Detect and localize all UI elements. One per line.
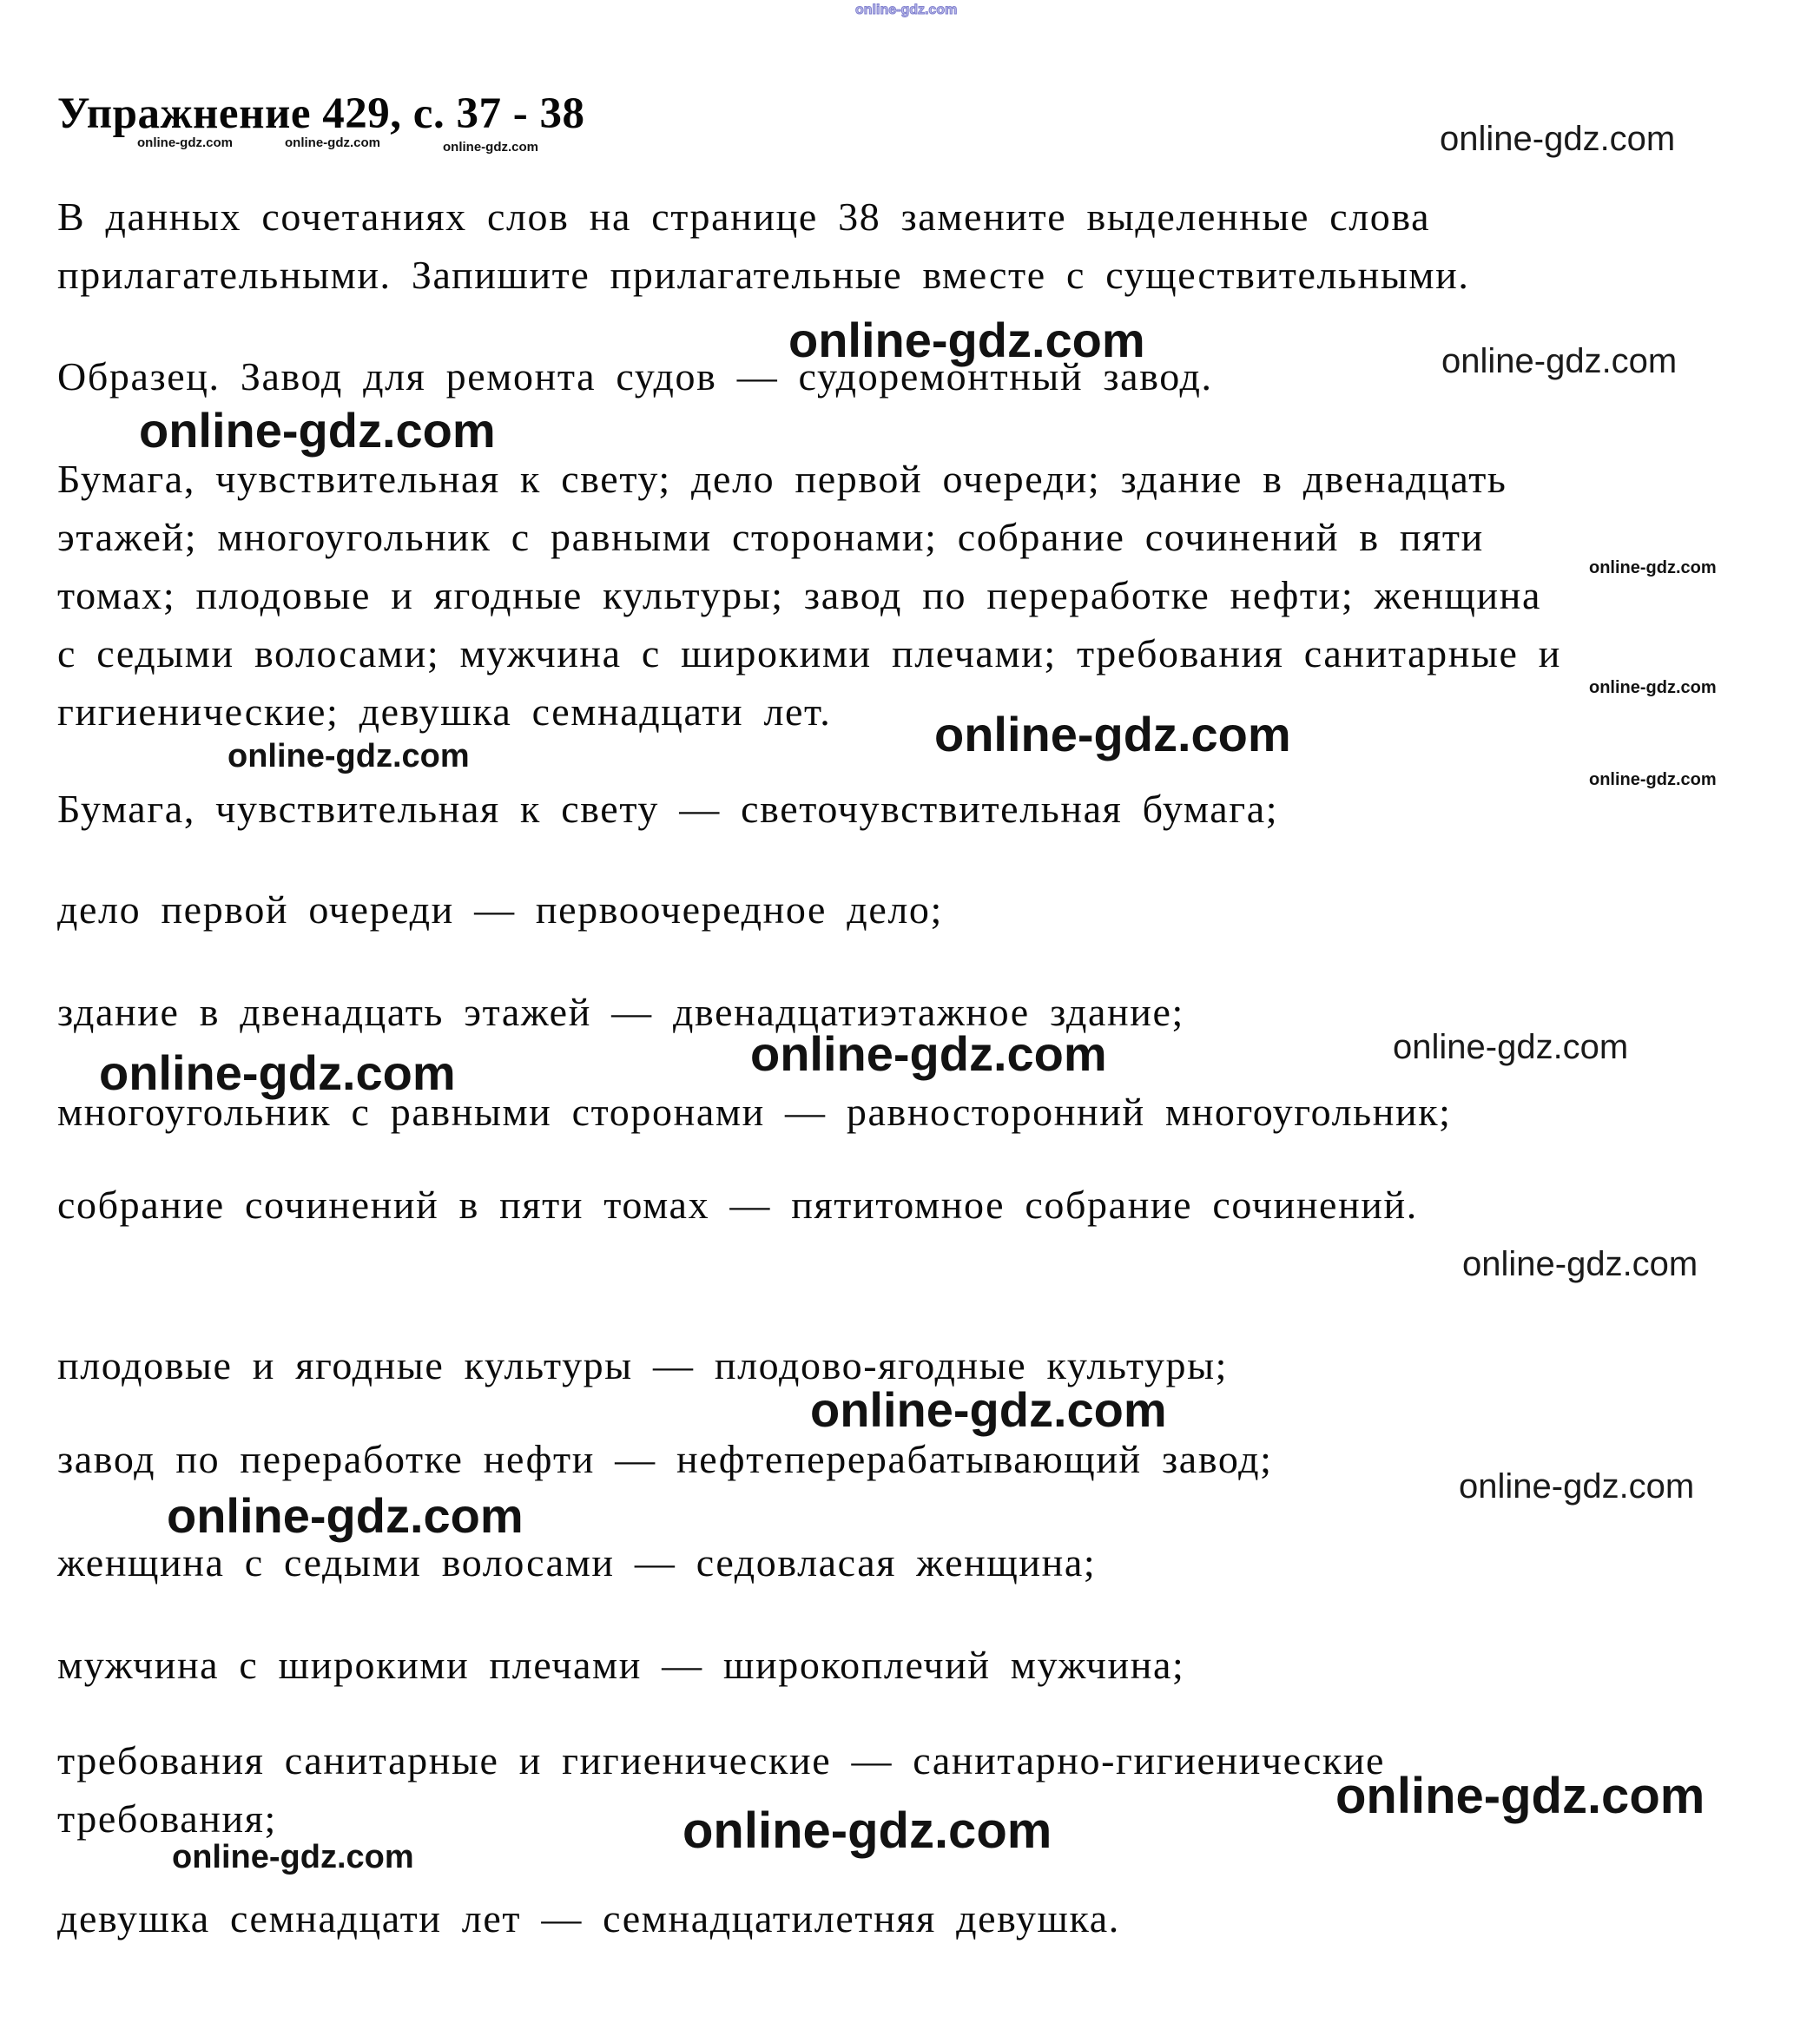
word-list-line-3: томах; плодовые и ягодные культуры; завод по переработке нефти; женщина xyxy=(57,573,1542,617)
answer-line-2: дело первой очереди — первоочередное дело; xyxy=(57,887,943,932)
task-text-line-1: В данных сочетаниях слов на странице 38 замените выделенные слова xyxy=(57,194,1431,239)
watermark-small-right-3: online-gdz.com xyxy=(1589,770,1717,789)
watermark-right-1: online-gdz.com xyxy=(1440,120,1676,158)
watermark-medium-left-1: online-gdz.com xyxy=(228,738,470,774)
watermark-small-right-1: online-gdz.com xyxy=(1589,558,1717,577)
answer-line-5: собрание сочинений в пяти томах — пятитомное собрание сочинений. xyxy=(57,1183,1418,1227)
page-title: Упражнение 429, с. 37 - 38 xyxy=(57,89,585,138)
answer-line-1: Бумага, чувствительная к свету — светочувствительная бумага; xyxy=(57,787,1279,831)
word-list-line-5: гигиенические; девушка семнадцати лет. xyxy=(57,689,832,734)
word-list-line-4: с седыми волосами; мужчина с широкими плечами; требования санитарные и xyxy=(57,631,1561,675)
watermark-right-2: online-gdz.com xyxy=(1441,342,1678,380)
answer-line-11: девушка семнадцати лет — семнадцатилетняя девушка. xyxy=(57,1896,1120,1941)
watermark-big-left-2: online-gdz.com xyxy=(99,1045,456,1100)
watermark-big-center-1: online-gdz.com xyxy=(788,313,1145,367)
word-list-line-1: Бумага, чувствительная к свету; дело первой очереди; здание в двенадцать xyxy=(57,457,1507,501)
watermark-right-4: online-gdz.com xyxy=(1462,1245,1698,1283)
answer-line-8: женщина с седыми волосами — седовласая женщина; xyxy=(57,1540,1097,1585)
answer-line-6: плодовые и ягодные культуры — плодово-ягодные культуры; xyxy=(57,1343,1229,1387)
watermark-top-outline: online-gdz.com xyxy=(855,3,958,17)
watermark-right-3: online-gdz.com xyxy=(1393,1028,1629,1066)
watermark-big-right-1: online-gdz.com xyxy=(1335,1768,1705,1824)
watermark-big-center-5: online-gdz.com xyxy=(682,1802,1052,1859)
answer-line-3: здание в двенадцать этажей — двенадцатиэтажное здание; xyxy=(57,990,1184,1034)
answer-line-10-continued: требования; xyxy=(57,1796,277,1841)
watermark-big-left-3: online-gdz.com xyxy=(167,1488,524,1543)
watermark-small-right-2: online-gdz.com xyxy=(1589,678,1717,697)
watermark-big-center-2: online-gdz.com xyxy=(934,707,1291,761)
word-list-line-2: этажей; многоугольник с равными сторонами; собрание сочинений в пяти xyxy=(57,515,1484,559)
watermark-big-center-4: online-gdz.com xyxy=(810,1382,1167,1437)
answer-line-10: требования санитарные и гигиенические — санитарно-гигиенические xyxy=(57,1738,1386,1782)
watermark-right-5: online-gdz.com xyxy=(1459,1467,1695,1506)
watermark-heading-small-3: online-gdz.com xyxy=(443,140,538,155)
watermark-big-center-3: online-gdz.com xyxy=(750,1026,1107,1081)
example-line: Образец. Завод для ремонта судов — судоремонтный завод. xyxy=(57,354,1213,399)
task-text-line-2: прилагательными. Запишите прилагательные вместе с существительными. xyxy=(57,253,1470,297)
answer-line-9: мужчина с широкими плечами — широкоплечий мужчина; xyxy=(57,1643,1185,1687)
answer-line-7: завод по переработке нефти — нефтеперерабатывающий завод; xyxy=(57,1437,1273,1481)
answer-line-4: многоугольник с равными сторонами — равносторонний многоугольник; xyxy=(57,1090,1452,1134)
watermark-medium-left-2: online-gdz.com xyxy=(172,1839,414,1875)
watermark-big-left-1: online-gdz.com xyxy=(139,403,496,458)
watermark-heading-small-1: online-gdz.com xyxy=(137,135,233,150)
watermark-heading-small-2: online-gdz.com xyxy=(285,135,380,150)
